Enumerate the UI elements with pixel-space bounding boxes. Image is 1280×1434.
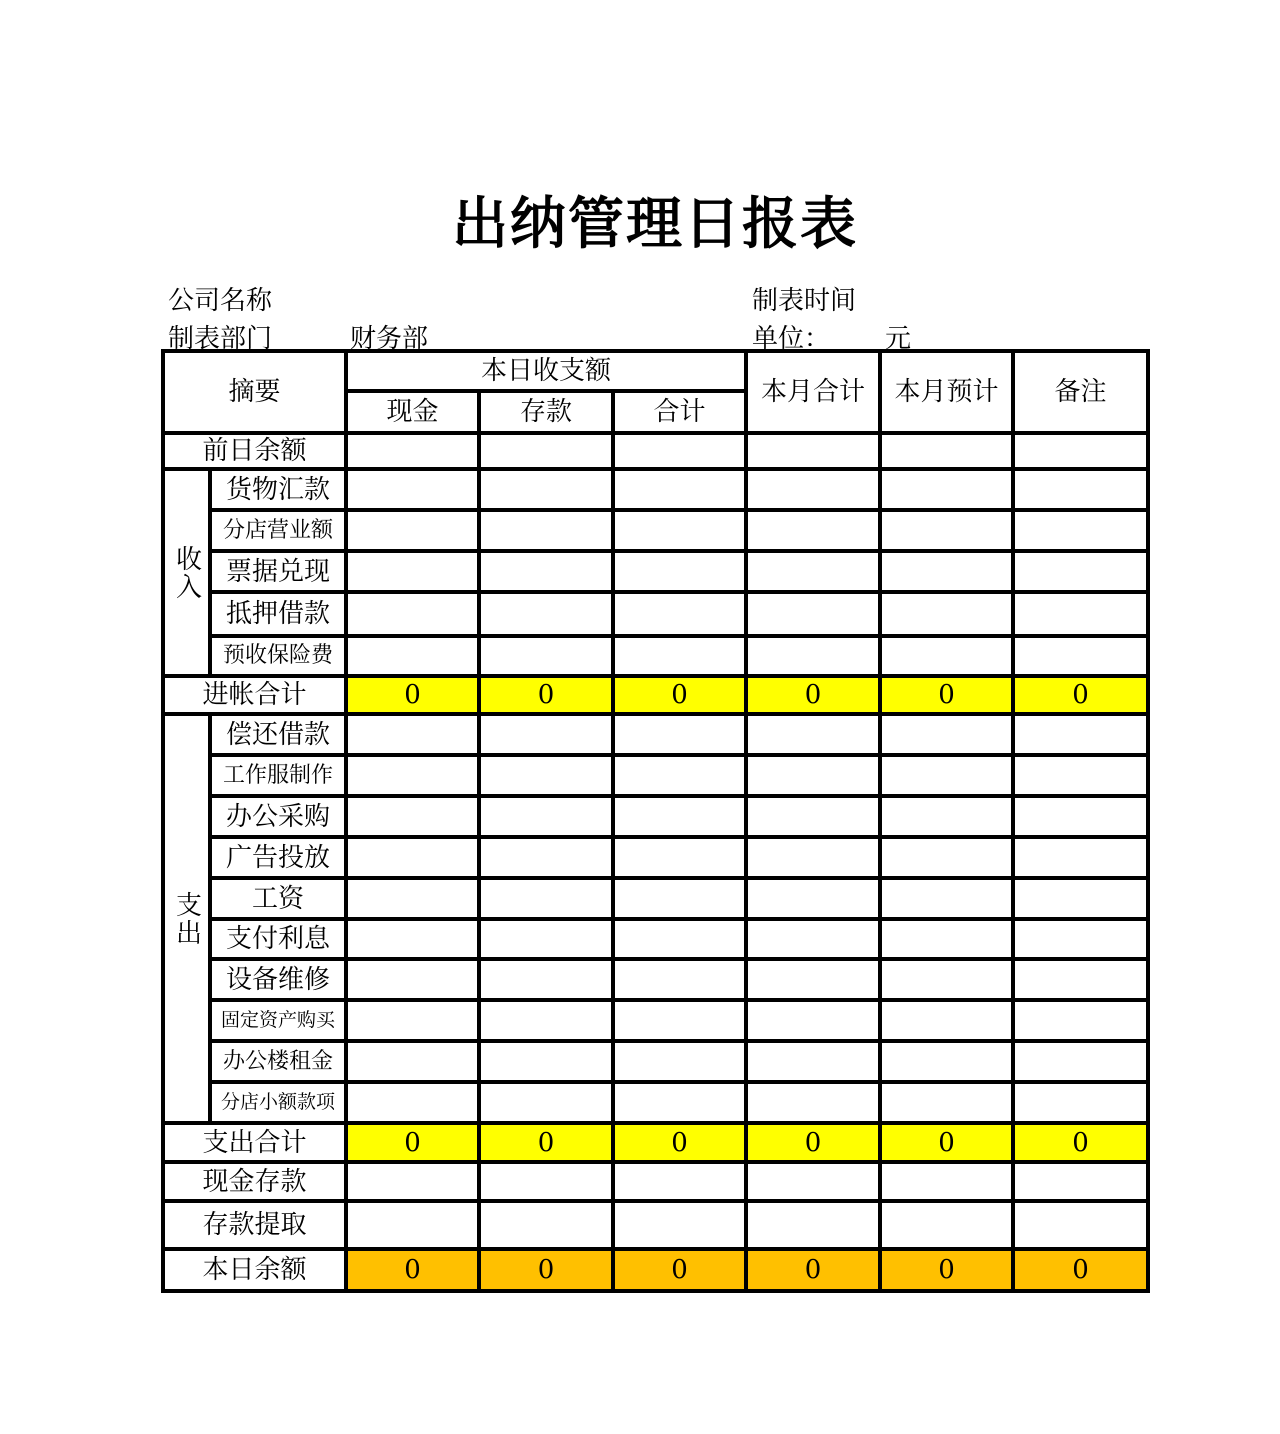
header-month-forecast: 本月预计 <box>880 351 1013 433</box>
value-cell[interactable] <box>1013 551 1148 592</box>
expense-item-label: 广告投放 <box>210 837 346 878</box>
table-row <box>163 1162 1148 1201</box>
total-value-cell: 0 <box>613 676 746 714</box>
value-cell[interactable] <box>479 796 613 837</box>
value-cell[interactable] <box>746 433 880 469</box>
table-row <box>163 510 1148 551</box>
total-value-cell: 0 <box>880 676 1013 714</box>
expense-item-label: 办公采购 <box>210 796 346 837</box>
value-cell[interactable] <box>746 837 880 878</box>
value-cell[interactable] <box>346 919 479 959</box>
value-cell[interactable] <box>746 1201 880 1249</box>
value-cell[interactable] <box>346 1082 479 1123</box>
table-row <box>163 551 1148 592</box>
value-cell[interactable] <box>613 878 746 919</box>
value-cell[interactable] <box>880 1201 1013 1249</box>
value-cell[interactable] <box>346 959 479 1000</box>
value-cell[interactable] <box>880 551 1013 592</box>
table-row <box>163 1123 1148 1162</box>
total-value-cell: 0 <box>613 1249 746 1291</box>
total-value-cell: 0 <box>346 1123 479 1162</box>
value-cell[interactable] <box>746 919 880 959</box>
total-value-cell: 0 <box>880 1123 1013 1162</box>
header-summary: 摘要 <box>163 351 346 433</box>
table-row <box>163 1041 1148 1082</box>
value-cell[interactable] <box>1013 837 1148 878</box>
table-row <box>163 959 1148 1000</box>
income-item-label: 货物汇款 <box>210 469 346 510</box>
expense-item-label: 支付利息 <box>210 919 346 959</box>
value-cell[interactable] <box>1013 1201 1148 1249</box>
total-value-cell: 0 <box>479 1249 613 1291</box>
value-cell[interactable] <box>613 510 746 551</box>
total-value-cell: 0 <box>346 676 479 714</box>
value-cell[interactable] <box>613 636 746 676</box>
header-daily-amount: 本日收支额 <box>346 351 746 391</box>
value-cell[interactable] <box>613 551 746 592</box>
value-cell[interactable] <box>479 469 613 510</box>
value-cell[interactable] <box>613 919 746 959</box>
value-cell[interactable] <box>746 636 880 676</box>
total-value-cell: 0 <box>346 1249 479 1291</box>
expense-item-label: 分店小额款项 <box>210 1082 346 1123</box>
value-cell[interactable] <box>1013 755 1148 796</box>
department-label: 制表部门 <box>168 324 273 354</box>
value-cell[interactable] <box>880 510 1013 551</box>
row-label-cash-deposit: 现金存款 <box>163 1162 346 1201</box>
value-cell[interactable] <box>880 837 1013 878</box>
row-label-prev-balance: 前日余额 <box>163 433 346 469</box>
value-cell[interactable] <box>613 755 746 796</box>
value-cell[interactable] <box>613 1082 746 1123</box>
value-cell[interactable] <box>1013 919 1148 959</box>
table-row <box>163 714 1148 755</box>
value-cell[interactable] <box>746 592 880 636</box>
row-label-deposit-withdraw: 存款提取 <box>163 1201 346 1249</box>
unit-label: 单位： <box>752 324 831 354</box>
value-cell[interactable] <box>479 1201 613 1249</box>
value-cell[interactable] <box>479 878 613 919</box>
value-cell[interactable] <box>346 469 479 510</box>
value-cell[interactable] <box>1013 878 1148 919</box>
value-cell[interactable] <box>1013 1082 1148 1123</box>
value-cell[interactable] <box>880 959 1013 1000</box>
expense-item-label: 偿还借款 <box>210 714 346 755</box>
table-row <box>163 878 1148 919</box>
header-deposit: 存款 <box>479 391 613 433</box>
value-cell[interactable] <box>479 1041 613 1082</box>
value-cell[interactable] <box>1013 796 1148 837</box>
cashier-daily-report-table <box>161 349 1150 1293</box>
value-cell[interactable] <box>1013 433 1148 469</box>
total-value-cell: 0 <box>1013 1249 1148 1291</box>
value-cell[interactable] <box>346 1162 479 1201</box>
value-cell[interactable] <box>746 1041 880 1082</box>
value-cell[interactable] <box>613 592 746 636</box>
value-cell[interactable] <box>880 796 1013 837</box>
value-cell[interactable] <box>746 551 880 592</box>
value-cell[interactable] <box>880 878 1013 919</box>
total-value-cell: 0 <box>746 1249 880 1291</box>
total-value-cell: 0 <box>613 1123 746 1162</box>
value-cell[interactable] <box>613 469 746 510</box>
value-cell[interactable] <box>613 714 746 755</box>
total-value-cell: 0 <box>746 676 880 714</box>
value-cell[interactable] <box>880 636 1013 676</box>
expense-item-label: 设备维修 <box>210 959 346 1000</box>
value-cell[interactable] <box>479 919 613 959</box>
value-cell[interactable] <box>746 755 880 796</box>
value-cell[interactable] <box>613 433 746 469</box>
value-cell[interactable] <box>880 1162 1013 1201</box>
table-row <box>163 1082 1148 1123</box>
value-cell[interactable] <box>746 796 880 837</box>
value-cell[interactable] <box>880 919 1013 959</box>
value-cell[interactable] <box>346 1201 479 1249</box>
table-row <box>163 919 1148 959</box>
table-row <box>163 469 1148 510</box>
value-cell[interactable] <box>746 959 880 1000</box>
table-row <box>163 676 1148 714</box>
value-cell[interactable] <box>479 959 613 1000</box>
value-cell[interactable] <box>1013 1162 1148 1201</box>
expense-item-label: 固定资产购买 <box>210 1000 346 1041</box>
table-row <box>163 755 1148 796</box>
table-row <box>163 1201 1148 1249</box>
expense-item-label: 工资 <box>210 878 346 919</box>
header-month-total: 本月合计 <box>746 351 880 433</box>
value-cell[interactable] <box>479 837 613 878</box>
total-value-cell: 0 <box>1013 676 1148 714</box>
value-cell[interactable] <box>346 1000 479 1041</box>
value-cell[interactable] <box>1013 636 1148 676</box>
total-value-cell: 0 <box>479 1123 613 1162</box>
value-cell[interactable] <box>1013 469 1148 510</box>
value-cell[interactable] <box>880 433 1013 469</box>
expense-item-label: 办公楼租金 <box>210 1041 346 1082</box>
value-cell[interactable] <box>746 469 880 510</box>
value-cell[interactable] <box>479 1162 613 1201</box>
value-cell[interactable] <box>746 714 880 755</box>
value-cell[interactable] <box>613 837 746 878</box>
total-value-cell: 0 <box>1013 1123 1148 1162</box>
value-cell[interactable] <box>479 510 613 551</box>
value-cell[interactable] <box>479 433 613 469</box>
table-row <box>163 837 1148 878</box>
value-cell[interactable] <box>346 878 479 919</box>
table-row <box>163 1249 1148 1291</box>
value-cell[interactable] <box>880 1041 1013 1082</box>
value-cell[interactable] <box>479 714 613 755</box>
value-cell[interactable] <box>613 1041 746 1082</box>
table-row <box>163 796 1148 837</box>
unit-value: 元 <box>885 324 912 354</box>
value-cell[interactable] <box>1013 1000 1148 1041</box>
table-row <box>163 592 1148 636</box>
value-cell[interactable] <box>346 796 479 837</box>
value-cell[interactable] <box>346 510 479 551</box>
value-cell[interactable] <box>479 1000 613 1041</box>
value-cell[interactable] <box>880 469 1013 510</box>
row-label-today-balance: 本日余额 <box>163 1249 346 1291</box>
value-cell[interactable] <box>1013 592 1148 636</box>
table-row <box>163 433 1148 469</box>
value-cell[interactable] <box>479 755 613 796</box>
table-row <box>163 636 1148 676</box>
total-value-cell: 0 <box>880 1249 1013 1291</box>
value-cell[interactable] <box>746 1082 880 1123</box>
value-cell[interactable] <box>346 433 479 469</box>
report-time-label: 制表时间 <box>752 286 857 316</box>
value-cell[interactable] <box>346 592 479 636</box>
value-cell[interactable] <box>346 551 479 592</box>
income-item-label: 预收保险费 <box>210 636 346 676</box>
income-item-label: 票据兑现 <box>210 551 346 592</box>
value-cell[interactable] <box>1013 714 1148 755</box>
value-cell[interactable] <box>479 636 613 676</box>
value-cell[interactable] <box>346 714 479 755</box>
value-cell[interactable] <box>1013 510 1148 551</box>
value-cell[interactable] <box>746 510 880 551</box>
page-title: 出纳管理日报表 <box>452 191 858 257</box>
value-cell[interactable] <box>1013 1041 1148 1082</box>
value-cell[interactable] <box>880 755 1013 796</box>
income-item-label: 抵押借款 <box>210 592 346 636</box>
expense-group-label: 支出 <box>163 714 210 1123</box>
expense-item-label: 工作服制作 <box>210 755 346 796</box>
value-cell[interactable] <box>346 636 479 676</box>
row-label-expense-total: 支出合计 <box>163 1123 346 1162</box>
header-remark: 备注 <box>1013 351 1148 433</box>
company-name-label: 公司名称 <box>168 286 273 316</box>
income-group-label: 收入 <box>163 469 210 676</box>
value-cell[interactable] <box>880 1082 1013 1123</box>
value-cell[interactable] <box>346 755 479 796</box>
value-cell[interactable] <box>479 1082 613 1123</box>
value-cell[interactable] <box>346 1041 479 1082</box>
value-cell[interactable] <box>746 1162 880 1201</box>
value-cell[interactable] <box>880 1000 1013 1041</box>
header-cash: 现金 <box>346 391 479 433</box>
value-cell[interactable] <box>880 592 1013 636</box>
header-total: 合计 <box>613 391 746 433</box>
value-cell[interactable] <box>613 796 746 837</box>
value-cell[interactable] <box>880 714 1013 755</box>
total-value-cell: 0 <box>746 1123 880 1162</box>
value-cell[interactable] <box>613 1162 746 1201</box>
value-cell[interactable] <box>613 1000 746 1041</box>
row-label-income-total: 进帐合计 <box>163 676 346 714</box>
value-cell[interactable] <box>346 837 479 878</box>
value-cell[interactable] <box>1013 959 1148 1000</box>
value-cell[interactable] <box>479 551 613 592</box>
income-item-label: 分店营业额 <box>210 510 346 551</box>
value-cell[interactable] <box>613 1201 746 1249</box>
value-cell[interactable] <box>746 878 880 919</box>
value-cell[interactable] <box>613 959 746 1000</box>
department-value: 财务部 <box>350 324 429 354</box>
value-cell[interactable] <box>746 1000 880 1041</box>
total-value-cell: 0 <box>479 676 613 714</box>
table-row <box>163 1000 1148 1041</box>
value-cell[interactable] <box>479 592 613 636</box>
